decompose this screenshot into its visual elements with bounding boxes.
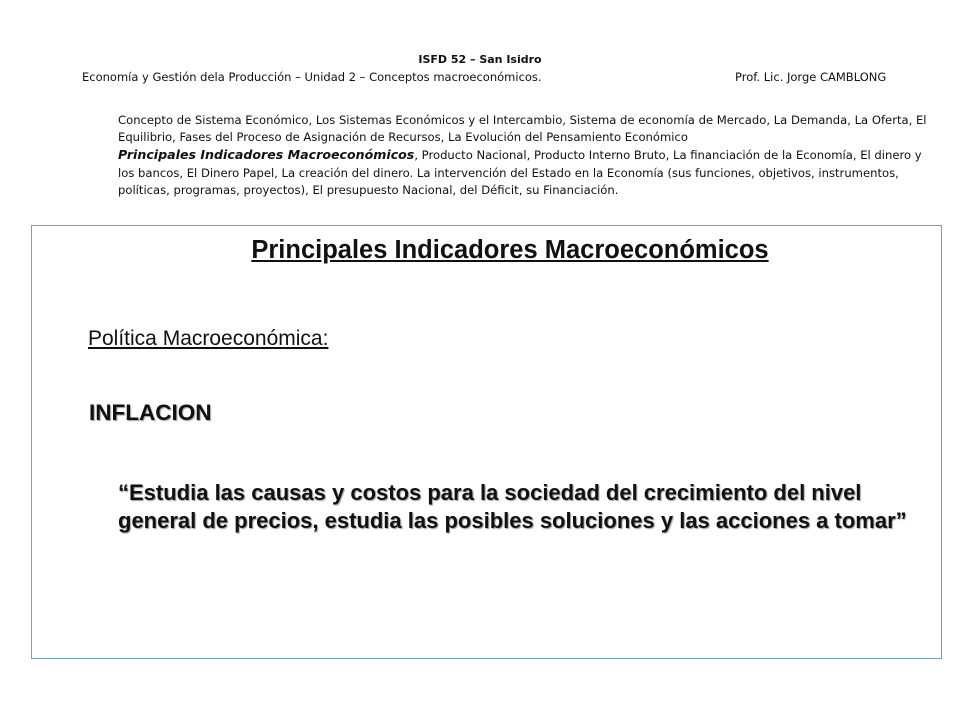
topics-rest: , Producto Nacional, Producto Interno Bruto, La financiación de la Economía, El dinero y los bancos, El Dinero Papel, La creación del dinero. La intervención del Estado en la Economía (sus funciones, objetivos, instrumentos, políticas, programas, proyectos), El presupuesto Nacional, del Déficit, su Financiación. [118,148,922,197]
course-subtitle: Economía y Gestión dela Producción – Unidad 2 – Conceptos macroeconómicos. [82,70,542,84]
topics-intro: Concepto de Sistema Económico, Los Sistemas Económicos y el Intercambio, Sistema de economía de Mercado, La Demanda, La Oferta, El Equilibrio, Fases del Proceso de Asignación de Recursos, La Evolución del Pensamiento Económico [118,113,927,145]
topics-highlight: Principales Indicadores Macroeconómicos [118,147,415,163]
slide-title: Principales Indicadores Macroeconómicos [251,236,769,264]
professor-name: Prof. Lic. Jorge CAMBLONG [735,70,887,84]
slide-frame [31,225,942,659]
topics-paragraph [118,112,938,199]
policy-label: Política Macroeconómica: [88,327,329,350]
institution-header: ISFD 52 – San Isidro [418,53,542,66]
topics-continued [118,146,938,199]
inflation-quote: “Estudia las causas y costos para la sociedad del crecimiento del nivel general de precios, estudia las posibles soluciones y las acciones a tomar” [118,480,907,533]
inflation-heading: INFLACION [89,400,212,425]
